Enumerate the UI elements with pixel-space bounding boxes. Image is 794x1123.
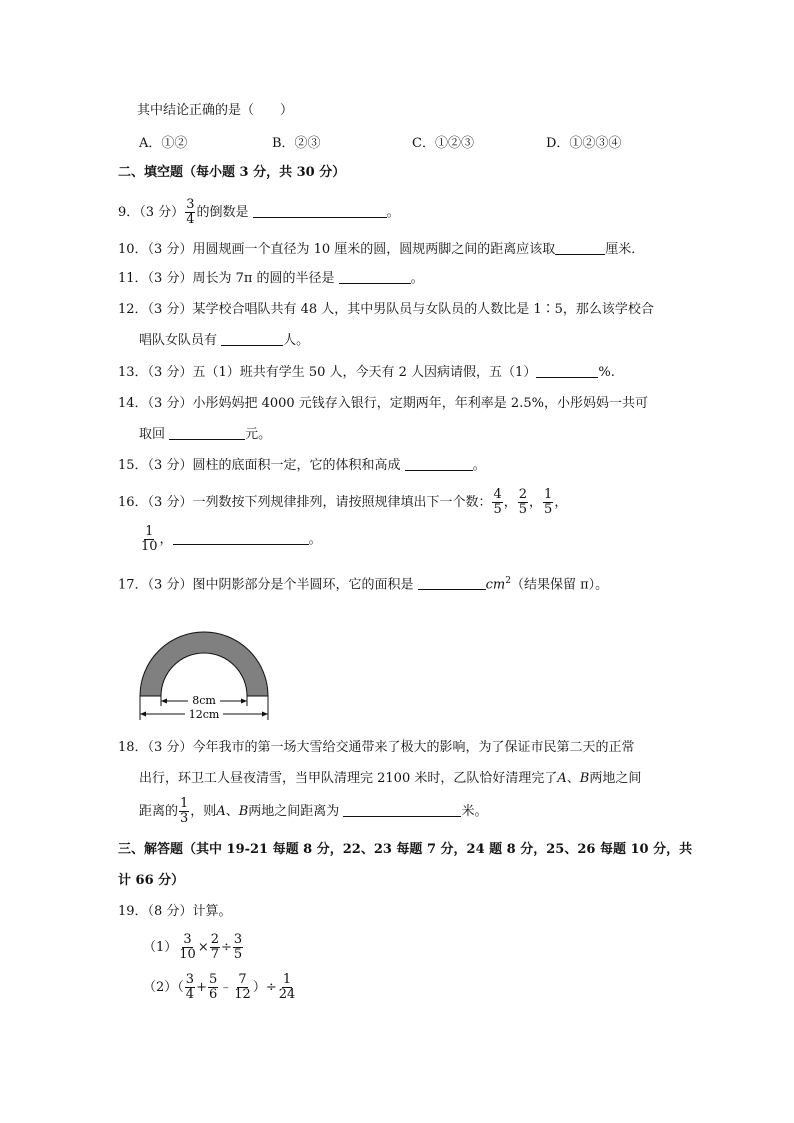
q18-line3-text: 距离的 bbox=[139, 804, 179, 819]
section-2-heading: 二、填空题（每小题 3 分，共 30 分） bbox=[118, 165, 346, 180]
q16-fraction-1: $\frac{4}{5}$ bbox=[493, 487, 502, 517]
q19-1-frac-a: $\frac{3}{10}$ bbox=[179, 932, 196, 962]
q19-expression-1 bbox=[143, 931, 244, 965]
q19-1-frac-c: $\frac{3}{5}$ bbox=[233, 932, 243, 962]
half-annulus-figure bbox=[130, 630, 280, 725]
section-3-heading-line1: 三、解答题（其中 19-21 每题 8 分，22、23 每题 7 分，24 题 8 分，25、26 每题 10 分，共 bbox=[118, 842, 693, 857]
q8-option-b: B．②③ bbox=[272, 136, 321, 151]
inner-diameter-label: 8cm bbox=[192, 694, 216, 707]
q14-text: 取回 bbox=[139, 427, 166, 442]
question-13 bbox=[118, 363, 615, 383]
q13-text: 13．（3 分）五（1）班共有学生 50 人，今天有 2 人因病请假，五（1） bbox=[118, 365, 537, 380]
q9-suffix: 的倒数是 bbox=[196, 205, 249, 220]
q16-fraction-2: $\frac{2}{5}$ bbox=[518, 487, 528, 517]
q12-text: 唱队女队员有 bbox=[139, 333, 218, 348]
q16-fraction-3: $\frac{1}{5}$ bbox=[544, 487, 553, 517]
q17-text: 17．（3 分）图中阴影部分是个半圆环，它的面积是 bbox=[118, 577, 414, 593]
q9-fraction: $\frac{3}{4}$ bbox=[186, 197, 195, 227]
q18-line3-mid: 两地之间距离为 bbox=[248, 804, 340, 819]
q18-point-a-2: A bbox=[216, 804, 226, 819]
q16-sep-2: ， bbox=[529, 495, 543, 510]
q9-answer-blank[interactable] bbox=[253, 203, 387, 218]
q19-2-op1: + bbox=[196, 980, 207, 995]
q19-2-open: （ bbox=[177, 980, 184, 995]
question-12-line2 bbox=[139, 331, 309, 351]
outer-diameter-label: 12cm bbox=[188, 708, 220, 721]
q18-end: 米。 bbox=[461, 804, 488, 819]
question-16-line2 bbox=[139, 523, 322, 557]
question-14-line2 bbox=[139, 425, 271, 445]
question-10 bbox=[118, 240, 644, 260]
question-11 bbox=[118, 269, 424, 289]
question-18-line3 bbox=[139, 795, 487, 829]
q16-sep-3: ， bbox=[554, 495, 568, 510]
q18-point-a: A bbox=[557, 771, 567, 786]
question-18-line2 bbox=[139, 769, 641, 789]
q11-text: 11．（3 分）周长为 7π 的圆的半径是 bbox=[118, 271, 335, 286]
q10-text: 10．（3 分）用圆规画一个直径为 10 厘米的圆，圆规两脚之间的距离应该取 bbox=[118, 242, 556, 257]
q8-option-a: A．①② bbox=[139, 136, 188, 151]
q16-fraction-4: $\frac{1}{10}$ bbox=[141, 524, 158, 554]
q19-2-op2: ﹣ bbox=[219, 980, 233, 995]
q15-text: 15．（3 分）圆柱的底面积一定，它的体积和高成 bbox=[118, 458, 401, 473]
question-12-line1: 12．（3 分）某学校合唱队共有 48 人，其中男队员与女队员的人数比是 1∶5，那么该学校合 bbox=[118, 302, 654, 317]
q19-2-op3: ÷ bbox=[265, 980, 277, 995]
q19-1-op1: × bbox=[197, 940, 209, 955]
q16-sep-4: ， bbox=[159, 532, 173, 547]
q17-end: （结果保留 π）。 bbox=[510, 577, 609, 593]
section-3-heading-line2: 计 66 分） bbox=[118, 873, 185, 888]
q16-sep-1: ， bbox=[503, 495, 517, 510]
q17-unit-sup: 2 bbox=[505, 576, 511, 586]
q16-end: 。 bbox=[308, 532, 322, 547]
q19-1-frac-b: $\frac{2}{7}$ bbox=[210, 932, 220, 962]
q19-2-frac-d: $\frac{1}{24}$ bbox=[278, 972, 296, 1002]
q18-line2-end: 两地之间 bbox=[589, 771, 642, 786]
q19-1-op2: ÷ bbox=[221, 940, 232, 955]
inner-arrow-right bbox=[241, 699, 247, 704]
q18-point-b-2: B bbox=[238, 804, 249, 819]
question-14-line1: 14．（3 分）小彤妈妈把 4000 元钱存入银行，定期两年，年利率是 2.5%，小彤妈妈一共可 bbox=[118, 396, 648, 411]
q19-expression-2 bbox=[143, 971, 297, 1005]
question-17 bbox=[118, 571, 608, 595]
q18-then: ，则 bbox=[190, 804, 217, 819]
q13-answer-blank[interactable] bbox=[536, 363, 598, 378]
q13-end: %. bbox=[598, 365, 615, 380]
q10-end: 厘米． bbox=[605, 242, 645, 257]
q12-answer-blank[interactable] bbox=[221, 331, 283, 346]
outer-arrow-left bbox=[140, 712, 146, 717]
q18-sep-2: 、 bbox=[225, 804, 239, 819]
q8-option-d: D．①②③④ bbox=[546, 136, 622, 151]
q12-end: 人。 bbox=[283, 333, 310, 348]
question-16-line1 bbox=[118, 486, 567, 520]
q19-2-frac-a: $\frac{3}{4}$ bbox=[185, 972, 195, 1002]
q11-end: 。 bbox=[410, 271, 424, 286]
outer-arrow-right bbox=[262, 712, 268, 717]
q17-unit: cm bbox=[485, 577, 506, 593]
q11-answer-blank[interactable] bbox=[339, 269, 411, 284]
q18-answer-blank[interactable] bbox=[343, 802, 461, 817]
q19-2-close: ） bbox=[252, 980, 266, 995]
q9-end: 。 bbox=[386, 205, 400, 220]
q16-text: 16．（3 分）一列数按下列规律排列，请按照规律填出下一个数： bbox=[118, 495, 492, 510]
q15-end: 。 bbox=[472, 458, 486, 473]
q19-2-frac-c: $\frac{7}{12}$ bbox=[234, 972, 251, 1002]
q18-fraction: $\frac{1}{3}$ bbox=[180, 796, 189, 826]
q15-answer-blank[interactable] bbox=[405, 456, 473, 471]
q19-part1-label: （1） bbox=[143, 940, 178, 955]
shaded-half-ring bbox=[140, 632, 268, 696]
q8-option-c: C．①②③ bbox=[412, 136, 474, 151]
question-19-title: 19．（8 分）计算。 bbox=[118, 904, 232, 919]
inner-arrow-left bbox=[161, 699, 167, 704]
q19-part2-label: （2） bbox=[143, 980, 178, 995]
q18-sep-1: 、 bbox=[566, 771, 580, 786]
q17-answer-blank[interactable] bbox=[418, 575, 486, 590]
question-9 bbox=[118, 196, 400, 230]
q16-answer-blank[interactable] bbox=[173, 530, 309, 545]
q18-point-b: B bbox=[579, 771, 590, 786]
q18-line2-text: 出行，环卫工人昼夜清雪，当甲队清理完 2100 米时，乙队恰好清理完了 bbox=[139, 771, 558, 786]
q14-answer-blank[interactable] bbox=[169, 425, 245, 440]
q8-prompt: 其中结论正确的是（ ） bbox=[137, 103, 294, 118]
q14-end: 元。 bbox=[245, 427, 272, 442]
q9-prefix: 9．（3 分） bbox=[118, 205, 185, 220]
question-18-line1: 18．（3 分）今年我市的第一场大雪给交通带来了极大的影响，为了保证市民第二天的正常 bbox=[118, 740, 635, 755]
q10-answer-blank[interactable] bbox=[555, 240, 605, 255]
q19-2-frac-b: $\frac{5}{6}$ bbox=[208, 972, 218, 1002]
question-15 bbox=[118, 456, 486, 476]
